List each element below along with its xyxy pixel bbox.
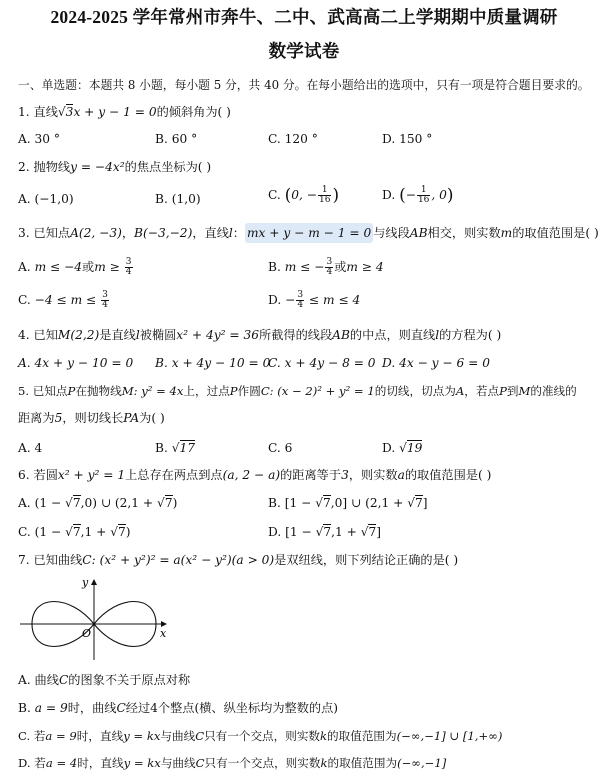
question-7-stem: 7. 已知曲线C: (x² + y²)² = a(x² − y²)(a > 0)是双纽线，则下列结论正确的是( ) <box>18 553 459 567</box>
question-2-option-a[interactable]: A. (−1,0) <box>18 192 74 206</box>
question-1-option-b[interactable]: B. 60 ° <box>155 132 198 146</box>
section-header: 一、单选题：本题共 8 小题，每小题 5 分，共 40 分。在每小题给出的选项中，只有一项是符合题目要求的。 <box>18 78 590 92</box>
question-5-option-c[interactable]: C. 6 <box>268 441 293 455</box>
origin-label: O <box>82 627 92 640</box>
lemniscate-figure <box>18 574 173 664</box>
question-3-stem: 3. 已知点A(2, −3)，B(−3,−2)，直线l： mx + y − m − 1 = 0 与线段AB相交，则实数m的取值范围是( ) <box>18 225 599 241</box>
question-5-option-b[interactable]: B. √17 <box>155 441 196 455</box>
question-4-option-c[interactable]: C. x + 4y − 8 = 0 <box>268 356 376 370</box>
y-axis-label: y <box>82 576 89 589</box>
question-5-option-d[interactable]: D. √19 <box>382 441 423 455</box>
question-2-option-b[interactable]: B. (1,0) <box>155 192 201 206</box>
question-6-option-c[interactable]: C. (1 − √7,1 + √7) <box>18 525 131 539</box>
question-1-stem: 1. 直线√3x + y − 1 = 0的倾斜角为( ) <box>18 105 231 119</box>
question-5-option-a[interactable]: A. 4 <box>18 441 43 455</box>
exam-subtitle: 数学试卷 <box>268 41 340 61</box>
question-6-option-b[interactable]: B. [1 − √7,0] ∪ (2,1 + √7] <box>268 496 428 510</box>
x-axis-label: x <box>160 627 167 640</box>
question-7-option-b[interactable]: B. a = 9时，曲线C经过4个整点(横、纵坐标均为整数的点) <box>18 701 339 715</box>
question-6-stem: 6. 若圆x² + y² = 1上总存在两点到点(a, 2 − a)的距离等于3，则实数a的取值范围是( ) <box>18 468 492 482</box>
question-7-option-a[interactable]: A. 曲线C的图象不关于原点对称 <box>18 673 191 687</box>
question-3-option-d[interactable]: D. − $\frac{3}{4}$ ≤ m ≤ 4 <box>268 290 361 310</box>
question-1-option-c[interactable]: C. 120 ° <box>268 132 318 146</box>
question-2-option-c[interactable]: C. (0, − $\frac{1}{16}$ ) <box>268 185 340 206</box>
question-6-option-d[interactable]: D. [1 − √7,1 + √7] <box>268 525 382 539</box>
question-5-stem-line1: 5. 已知点P在抛物线M: y² = 4x上，过点P作圆C: (x − 2)² + y² = 1的切线，切点为A，若点P到M的准线的 <box>18 384 577 398</box>
question-3-option-b[interactable]: B. m ≤ − $\frac{3}{4}$ 或m ≥ 4 <box>268 257 384 277</box>
question-2-stem: 2. 抛物线y = −4x²的焦点坐标为( ) <box>18 160 212 174</box>
question-4-option-d[interactable]: D. 4x − y − 6 = 0 <box>382 356 490 370</box>
question-1-option-a[interactable]: A. 30 ° <box>18 132 61 146</box>
question-6-option-a[interactable]: A. (1 − √7,0) ∪ (2,1 + √7) <box>18 496 178 510</box>
question-3-option-a[interactable]: A. m ≤ −4或m ≥ $\frac{3}{4}$ <box>18 257 132 277</box>
question-5-stem-line2: 距离为5，则切线长PA为( ) <box>18 411 165 425</box>
question-3-option-c[interactable]: C. −4 ≤ m ≤ $\frac{3}{4}$ <box>18 290 108 310</box>
question-4-option-b[interactable]: B. x + 4y − 10 = 0 <box>155 356 271 370</box>
question-7-option-c[interactable]: C. 若a = 9时，直线y = kx与曲线C只有一个交点，则实数k的取值范围为(−∞,−1] ∪ [1,+∞) <box>18 729 503 743</box>
highlighted-line-equation: mx + y − m − 1 = 0 <box>245 223 373 243</box>
question-4-stem: 4. 已知M(2,2)是直线l被椭圆x² + 4y² = 36所截得的线段AB的中点，则直线l的方程为( ) <box>18 328 502 342</box>
question-1-option-d[interactable]: D. 150 ° <box>382 132 433 146</box>
exam-title: 2024-2025 学年常州市奔牛、二中、武高高二上学期期中质量调研 <box>50 7 558 27</box>
question-7-option-d[interactable]: D. 若a = 4时，直线y = kx与曲线C只有一个交点，则实数k的取值范围为(−∞,−1] <box>18 756 447 770</box>
question-2-option-d[interactable]: D. (− $\frac{1}{16}$ , 0) <box>382 185 454 206</box>
question-4-option-a[interactable]: A. 4x + y − 10 = 0 <box>18 356 134 370</box>
